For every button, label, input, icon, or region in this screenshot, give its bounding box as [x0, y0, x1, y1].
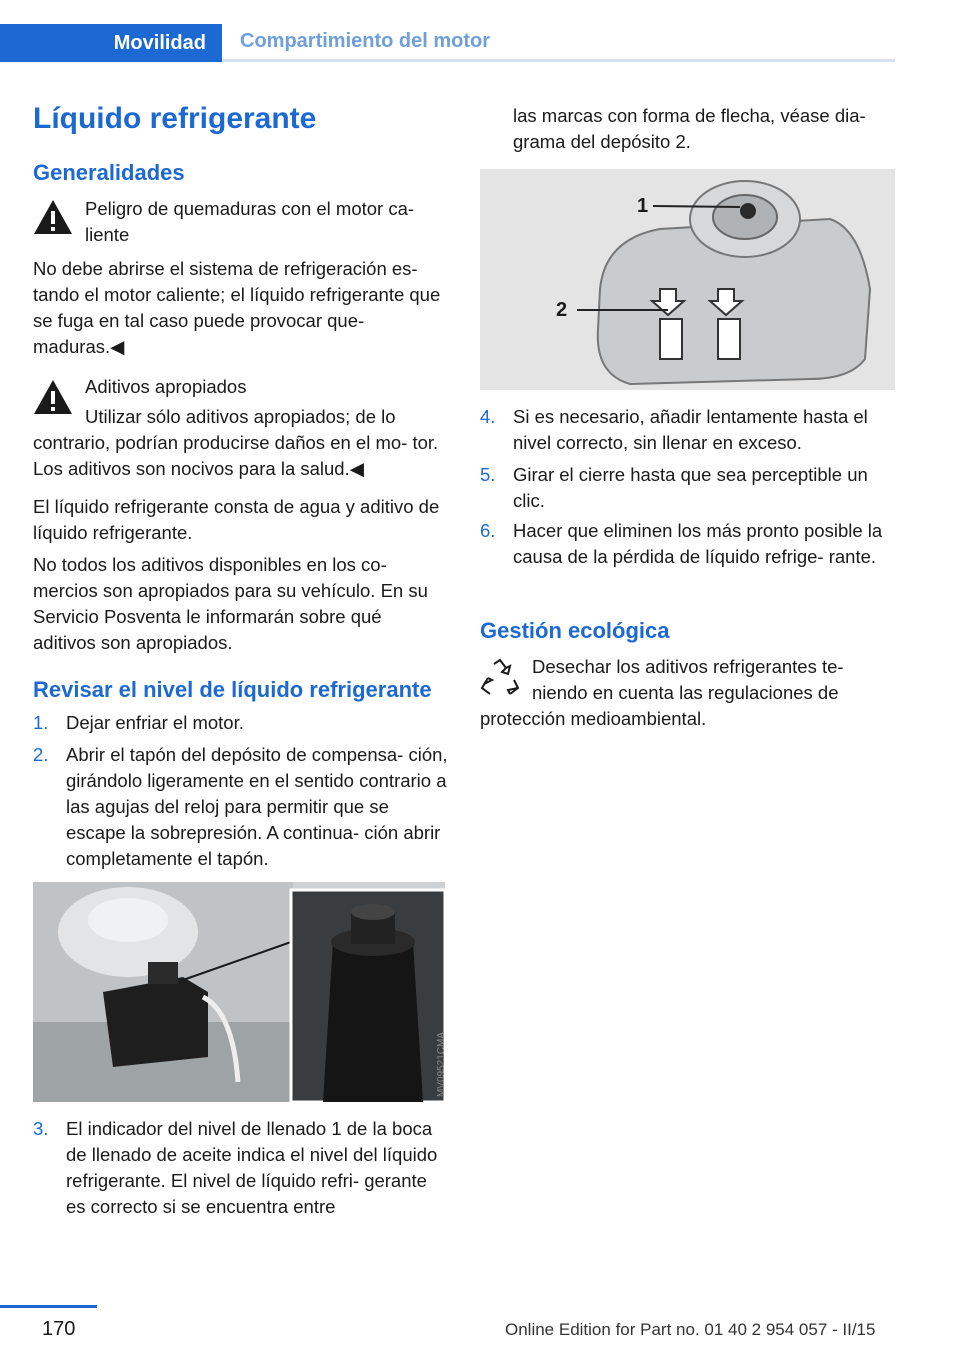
step-number: 4.	[480, 406, 496, 427]
paragraph-composition: El líquido refrigerante consta de agua y aditivo de líquido refrigerante.	[33, 496, 440, 543]
eco-text: protección medioambiental.	[480, 708, 707, 729]
heading-generalidades: Generalidades	[33, 160, 185, 185]
section-label: Movilidad	[113, 31, 206, 54]
diagram-label-1: 1	[637, 195, 649, 217]
step-text: Hacer que eliminen los más pronto posible la causa de la pérdida de líquido refrige‐ rante.	[513, 520, 883, 567]
warning1-title-line1: Peligro de quemaduras con el motor ca‐	[85, 198, 415, 219]
continued-text: las marcas con forma de flecha, véase dia‐ grama del depósito 2.	[513, 105, 866, 152]
heading-gestion: Gestión ecológica	[480, 618, 670, 643]
footer-rule	[0, 1305, 97, 1308]
warning-triangle-icon	[33, 198, 73, 236]
warning1-title-line2: liente	[85, 224, 130, 245]
reservoir-diagram	[480, 169, 895, 390]
eco-line2: niendo en cuenta las regulaciones de	[532, 682, 839, 703]
step-text: El indicador del nivel de llenado 1 de la boca de llenado de aceite indica el nivel del líquido refrigerante. El nivel de líquido refri‐ gerante es correcto si se encuentra entre	[66, 1118, 438, 1217]
step-number: 6.	[480, 520, 496, 541]
warning-triangle-icon	[33, 378, 73, 416]
paragraph-additives: No todos los aditivos disponibles en los co‐ mercios son apropiados para su vehículo. En su Servicio Posventa le informarán sobre qué aditivos son apropiados.	[33, 554, 428, 653]
warning2-text: contrario, podrían producirse daños en el mo‐ tor. Los aditivos son nocivos para la salud.◀	[33, 432, 439, 479]
warning1-text: No debe abrirse el sistema de refrigeración es‐ tando el motor caliente; el líquido refrigerante que se fuga en tal caso puede provocar que‐ maduras.◀	[33, 258, 441, 357]
step-text: Girar el cierre hasta que sea perceptible un clic.	[513, 464, 868, 511]
page-number: 170	[42, 1318, 76, 1340]
step-number: 1.	[33, 712, 49, 733]
page-title: Líquido refrigerante	[33, 102, 317, 135]
recycle-icon	[480, 658, 520, 698]
heading-revisar: Revisar el nivel de líquido refrigerante	[33, 677, 432, 702]
step-number: 5.	[480, 464, 496, 485]
subsection-tab	[222, 24, 895, 62]
page-header	[0, 24, 895, 62]
warning2-line1: Utilizar sólo aditivos apropiados; de lo	[85, 406, 396, 427]
step-number: 3.	[33, 1118, 49, 1139]
step-text: Abrir el tapón del depósito de compensa‐ ción, girándolo ligeramente en el sentido contrario a las agujas del reloj para permitir que se escape la sobrepresión. A continua‐ ción abrir completamente el tapón.	[66, 744, 448, 869]
diagram-label-2: 2	[556, 299, 568, 321]
subsection-label: Compartimiento del motor	[240, 30, 491, 52]
engine-bay-photo	[33, 882, 445, 1102]
eco-line1: Desechar los aditivos refrigerantes te‐	[532, 656, 844, 677]
warning2-title: Aditivos apropiados	[85, 376, 247, 397]
reservoir-illustration	[480, 169, 895, 390]
step-text: Dejar enfriar el motor.	[66, 712, 244, 733]
step-number: 2.	[33, 744, 49, 765]
edition-note: Online Edition for Part no. 01 40 2 954 057 - II/15	[505, 1320, 876, 1339]
image-code: MV09521CMA	[436, 1032, 447, 1098]
engine-bay-illustration	[33, 882, 445, 1102]
step-text: Si es necesario, añadir lentamente hasta el nivel correcto, sin llenar en exceso.	[513, 406, 868, 453]
section-tab	[0, 24, 222, 62]
